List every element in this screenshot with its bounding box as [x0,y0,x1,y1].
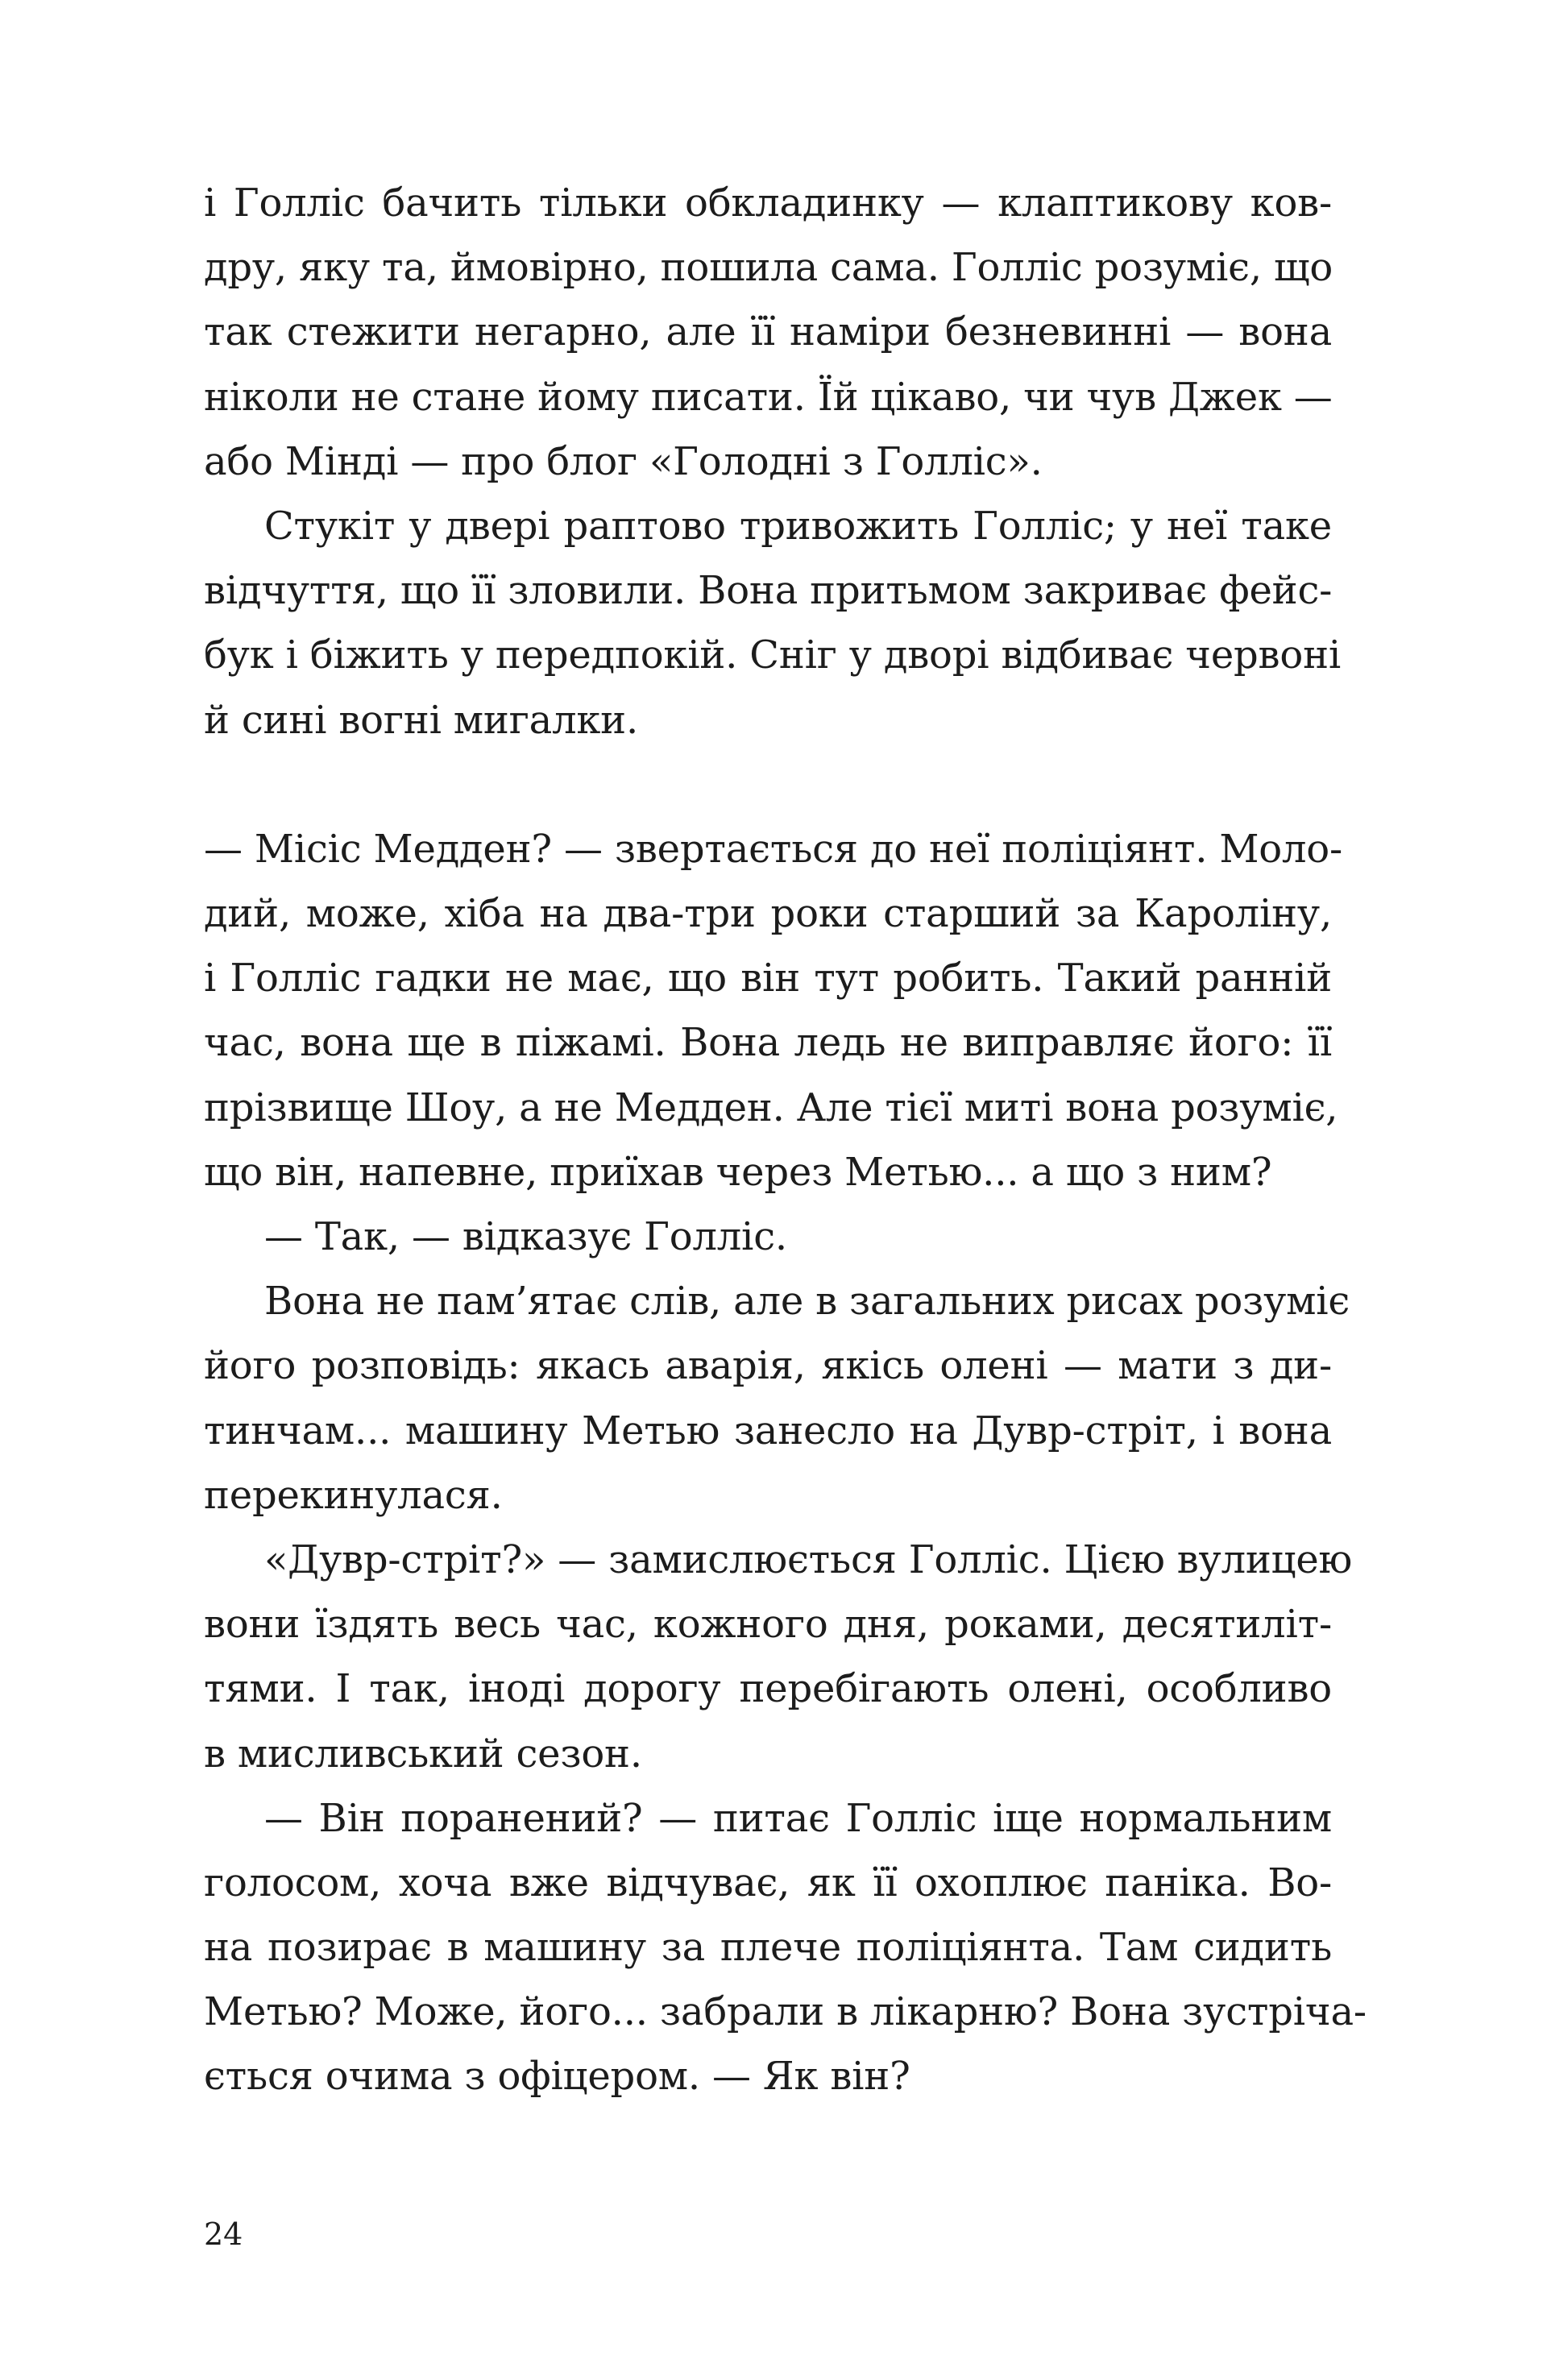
paragraph-5 [204,1269,1350,1528]
text-line: на позирає в машину за плече поліціянта. Там сидить [204,1925,1332,1971]
text-line: так стежити негарно, але її наміри безневинні — вона [204,309,1332,355]
text-line: і Голліс бачить тільки обкладинку — клаптикову ков- [204,180,1332,226]
text-line: голосом, хоча вже відчуває, як її охоплює паніка. Во- [204,1860,1332,1905]
text-line: Стукіт у двері раптово тривожить Голліс; у неї таке [264,503,1332,549]
section-break [204,753,1332,817]
paragraph-6 [204,1528,1353,1786]
text-line: — Місіс Медден? — звертається до неї поліціянт. Моло- [204,826,1343,872]
text-line: ється очима з офіцером. — Як він? [204,2054,910,2100]
text-line: бук і біжить у передпокій. Сніг у дворі відбиває червоні [204,632,1342,678]
text-line: ніколи не стане йому писати. Їй цікаво, чи чув Джек — [204,374,1333,420]
text-line: час, вона ще в піжамі. Вона ледь не виправляє його: її [204,1020,1332,1066]
paragraph-2 [204,494,1342,753]
paragraph-7 [204,1786,1367,2109]
text-line: — Він поранений? — питає Голліс іще нормальним [264,1795,1332,1841]
text-line: що він, напевне, приїхав через Метью... а що з ним? [204,1149,1272,1195]
text-line: й сині вогні мигалки. [204,697,639,743]
paragraph-4 [204,1205,1332,1269]
text-line: і Голліс гадки не має, що він тут робить. Такий ранній [204,956,1332,1001]
text-line: прізвище Шоу, а не Медден. Але тієї миті вона розуміє, [204,1084,1338,1130]
text-line: перекинулася. [204,1472,503,1518]
paragraph-1 [204,171,1332,494]
text-line: в мисливський сезон. [204,1731,642,1777]
text-line: Метью? Може, його... забрали в лікарню? Вона зустріча- [204,1989,1367,2035]
body-text [204,171,1367,2109]
text-line: «Дувр-стріт?» — замислюється Голліс. Цією вулицею [264,1536,1353,1582]
text-line: тинчам... машину Метью занесло на Дувр-стріт, і вона [204,1408,1332,1453]
text-line: Вона не пам’ятає слів, але в загальних рисах розуміє [264,1279,1350,1325]
text-line: відчуття, що її зловили. Вона притьмом закриває фейс- [204,568,1333,614]
text-line: — Так, — відказує Голліс. [264,1214,787,1259]
text-line: дий, може, хіба на два-три роки старший за Кароліну, [204,891,1332,937]
paragraph-3 [204,817,1343,1205]
text-line: вони їздять весь час, кожного дня, роками, десятиліт- [204,1602,1332,1648]
text-line: або Мінді — про блог «Голодні з Голліс». [204,438,1043,484]
page-number: 24 [204,2216,243,2252]
text-line: дру, яку та, ймовірно, пошила сама. Голліс розуміє, що [204,245,1333,291]
text-line: його розповідь: якась аварія, якісь олені — мати з ди- [204,1343,1332,1389]
text-line: тями. І так, іноді дорогу перебігають олені, особливо [204,1666,1332,1712]
